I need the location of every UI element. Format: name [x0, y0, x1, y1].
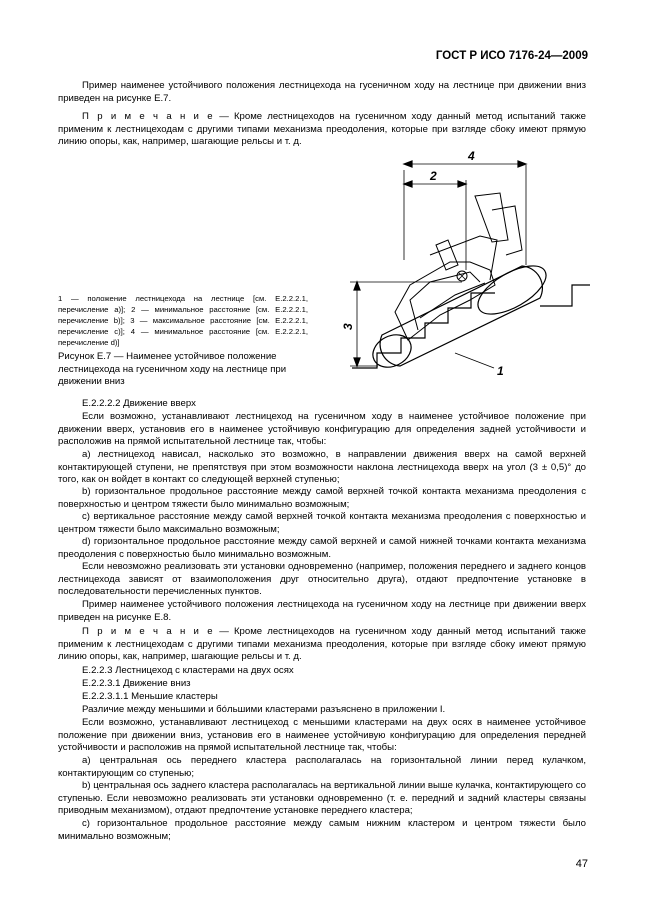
- figure-e7-diagram: [325, 150, 595, 390]
- note-text: — Кроме лестницеходов на гусеничном ходу данный метод испытаний также применим к лестницеходам с другими типами механизма преодоления, которые при взгляде сбоку имеют прямую линию опоры, как, например, шагающие рельсы и т. д.: [58, 111, 586, 148]
- list-item-a: а) лестницеход нависал, насколько это возможно, в направлении движения вверх на самой верхней контактирующей ступени, не препятствуя при этом возможности наклона лестницехода вверх на угол (3 ± 0,5)° до того, как он войдет в контакт со следующей верхней ступенью;: [58, 449, 586, 486]
- paragraph-example-e8: Пример наименее устойчивого положения лестницехода на гусеничном ходу на лестнице при движении вверх приведен на рисунке Е.8.: [58, 599, 586, 623]
- document-header: ГОСТ Р ИСО 7176-24—2009: [435, 50, 588, 62]
- label-4: 4: [468, 150, 475, 163]
- paragraph-upward-intro: Если возможно, устанавливают лестницеход на гусеничном ходу в наименее устойчивое положение при движении вверх, установив его в наименее устойчивую конфигурацию для определения задней устойчивости и расположив на прямой испытательной лестнице так, чтобы:: [58, 411, 586, 448]
- section-e223-title: Е.2.2.3 Лестницеход с кластерами на двух осях: [82, 665, 294, 676]
- paragraph-priority: Если невозможно реализовать эти установки одновременно (например, положения переднего и заднего концов лестницехода зависят от взаимоположения друг относительно друга), отдают предпочтение установке в последовательности перечисленных пунктов.: [58, 561, 586, 598]
- note-label: П р и м е ч а н и е: [82, 626, 215, 637]
- section-e2222-title: Е.2.2.2.2 Движение вверх: [82, 398, 196, 409]
- note-text: — Кроме лестницеходов на гусеничном ходу данный метод испытаний также применим к лестницеходам с другими типами механизма преодоления, которые при взгляде сбоку имеют прямую линию опоры, как, например, шагающие рельсы и т. д.: [58, 626, 586, 663]
- list-item-b: b) горизонтальное продольное расстояние между самой верхней точкой контакта механизма преодоления с поверхностью и центром тяжести было минимально возможным;: [58, 486, 586, 510]
- note-2: [58, 626, 586, 664]
- label-2: 2: [430, 169, 437, 183]
- list2-item-b: b) центральная ось заднего кластера располагалась на вертикальной линии выше кулачка, контактирующего со ступенью. Если невозможно реализовать эти установки одновременно (т. е. передний и задний кластеры связаны приводным механизмом), отдают предпочтение установке переднего кластера;: [58, 780, 586, 817]
- list2-item-a: а) центральная ось переднего кластера располагалась на горизонтальной линии перед кулачком, контактирующим со ступенью;: [58, 755, 586, 779]
- label-1: 1: [497, 364, 504, 378]
- upper-stairs: [540, 285, 590, 306]
- paragraph-clusters-difference: Различие между меньшими и бóльшими кластерами разъяснено в приложении I.: [82, 704, 446, 715]
- list-item-c: с) вертикальное расстояние между самой верхней точкой контакта механизма преодоления с поверхностью и центром тяжести было максимально возможным;: [58, 511, 586, 535]
- section-e2231-title: Е.2.2.3.1 Движение вниз: [82, 678, 191, 689]
- note-label: П р и м е ч а н и е: [82, 111, 215, 122]
- paragraph-example-e7: Пример наименее устойчивого положения лестницехода на гусеничном ходу на лестнице при движении вниз приведен на рисунке Е.7.: [58, 80, 586, 104]
- list-item-d: d) горизонтальное продольное расстояние между самой верхней и самой нижней точками контакта механизма преодоления с поверхностью было минимально возможным.: [58, 536, 586, 560]
- page-number: 47: [575, 858, 588, 870]
- list2-item-c: с) горизонтальное продольное расстояние между самым нижним кластером и центром тяжести было минимально возможным;: [58, 818, 586, 842]
- note-1: [58, 111, 586, 149]
- figure-legend: 1 — положение лестницехода на лестнице [см. Е.2.2.2.1, перечисление а)]; 2 — минимальное расстояние [см. Е.2.2.2.1, перечисление b)]; 3 — максимальное расстояние [см. Е.2.2.2.1, перечисление с)]; 4 — минимальное расстояние [см. Е.2.2.2.1, перечисление d)]: [58, 294, 308, 347]
- label-3: 3: [341, 323, 355, 330]
- chair-body: [395, 193, 522, 340]
- section-e22311-title: Е.2.2.3.1.1 Меньшие кластеры: [82, 691, 218, 702]
- paragraph-clusters-intro: Если возможно, устанавливают лестницеход с меньшими кластерами на двух осях в наименее устойчивое положение при движении вниз, установив его в наименее устойчивую конфигурацию для определения передней устойчивости и расположив на прямой испытательной лестнице так, чтобы:: [58, 717, 586, 754]
- figure-caption: Рисунок Е.7 — Наименее устойчивое положение лестницехода на гусеничном ходу на лестнице при движении вниз: [58, 351, 287, 388]
